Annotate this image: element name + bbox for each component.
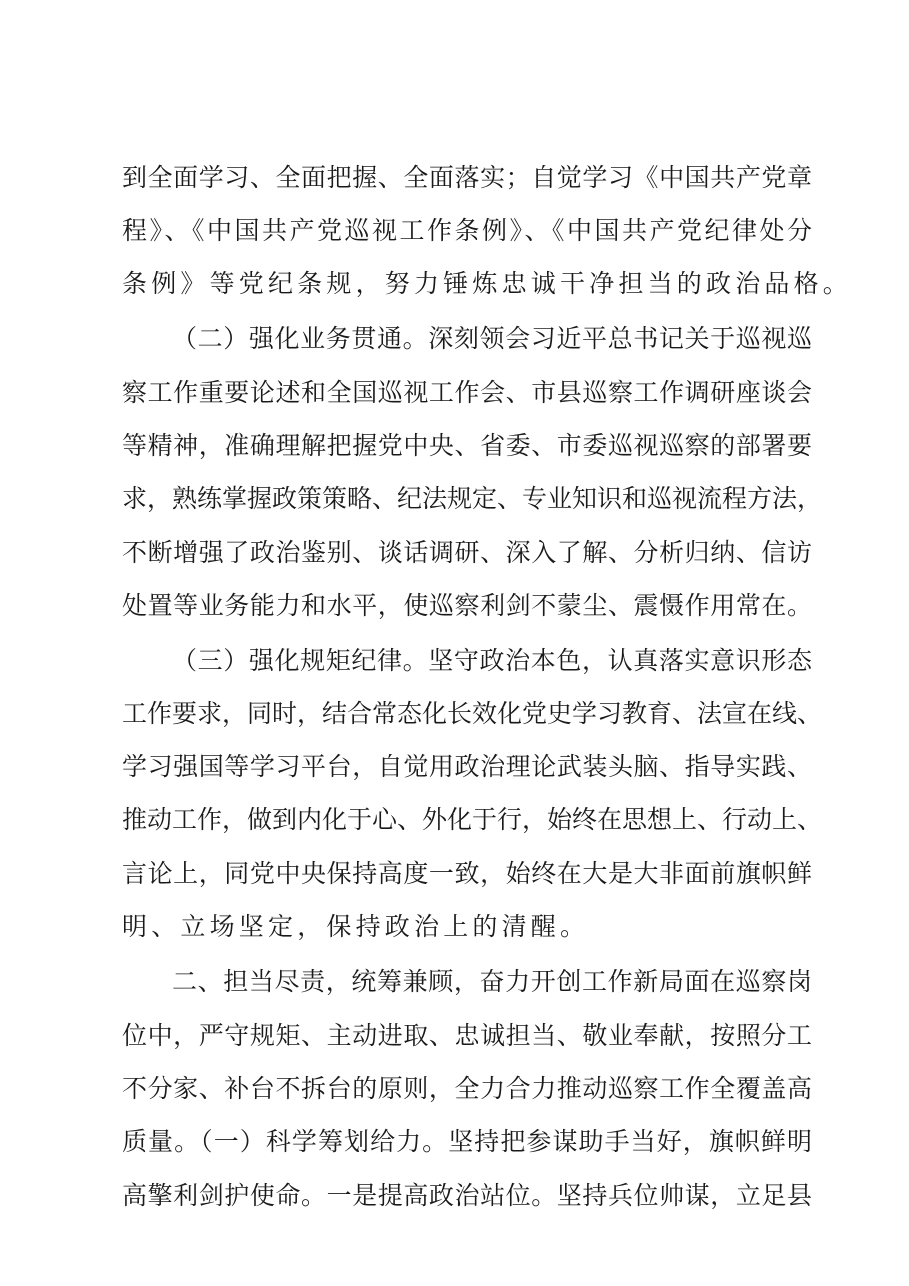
text-line-5: 察工作重要论述和全国巡视工作会、市县巡察工作调研座谈会 — [122, 378, 812, 407]
text-line-18: 不分家、补台不拆台的原则，全力合力推动巡察工作全覆盖高 — [122, 1074, 812, 1103]
text-line-2: 程》、《中国共产党巡视工作条例》、《中国共产党纪律处分 — [122, 216, 812, 245]
text-line-3: 条例》等党纪条规，努力锤炼忠诚干净担当的政治品格。 — [122, 269, 853, 298]
text-line-6: 等精神，准确理解把握党中央、省委、市委巡视巡察的部署要 — [122, 431, 812, 460]
text-line-19: 质量。（一）科学筹划给力。坚持把参谋助手当好，旗帜鲜明 — [122, 1127, 812, 1156]
text-line-15: 明、立场坚定，保持政治上的清醒。 — [122, 912, 590, 941]
text-line-9: 处置等业务能力和水平，使巡察利剑不蒙尘、震慑作用常在。 — [122, 591, 812, 620]
text-line-11: 工作要求，同时，结合常态化长效化党史学习教育、法宣在线、 — [122, 699, 823, 728]
text-line-17: 位中，严守规矩、主动进取、忠诚担当、敬业奉献，按照分工 — [122, 1021, 812, 1050]
text-line-13: 推动工作，做到内化于心、外化于行，始终在思想上、行动上、 — [122, 805, 823, 834]
text-line-8: 不断增强了政治鉴别、谈话调研、深入了解、分析归纳、信访 — [122, 538, 812, 567]
text-line-7: 求，熟练掌握政策策略、纪法规定、专业知识和巡视流程方法， — [122, 484, 823, 513]
text-line-14: 言论上，同党中央保持高度一致，始终在大是大非面前旗帜鲜 — [122, 859, 812, 888]
text-line-12: 学习强国等学习平台，自觉用政治理论武装头脑、指导实践、 — [122, 752, 812, 781]
text-line-4: （二）强化业务贯通。深刻领会习近平总书记关于巡视巡 — [172, 324, 812, 353]
text-line-16: 二、担当尽责，统筹兼顾，奋力开创工作新局面在巡察岗 — [172, 967, 812, 996]
text-line-20: 高擎利剑护使命。一是提高政治站位。坚持兵位帅谋，立足县 — [122, 1181, 812, 1210]
text-line-1: 到全面学习、全面把握、全面落实；自觉学习《中国共产党章 — [122, 163, 812, 192]
text-line-10: （三）强化规矩纪律。坚守政治本色，认真落实意识形态 — [172, 646, 812, 675]
